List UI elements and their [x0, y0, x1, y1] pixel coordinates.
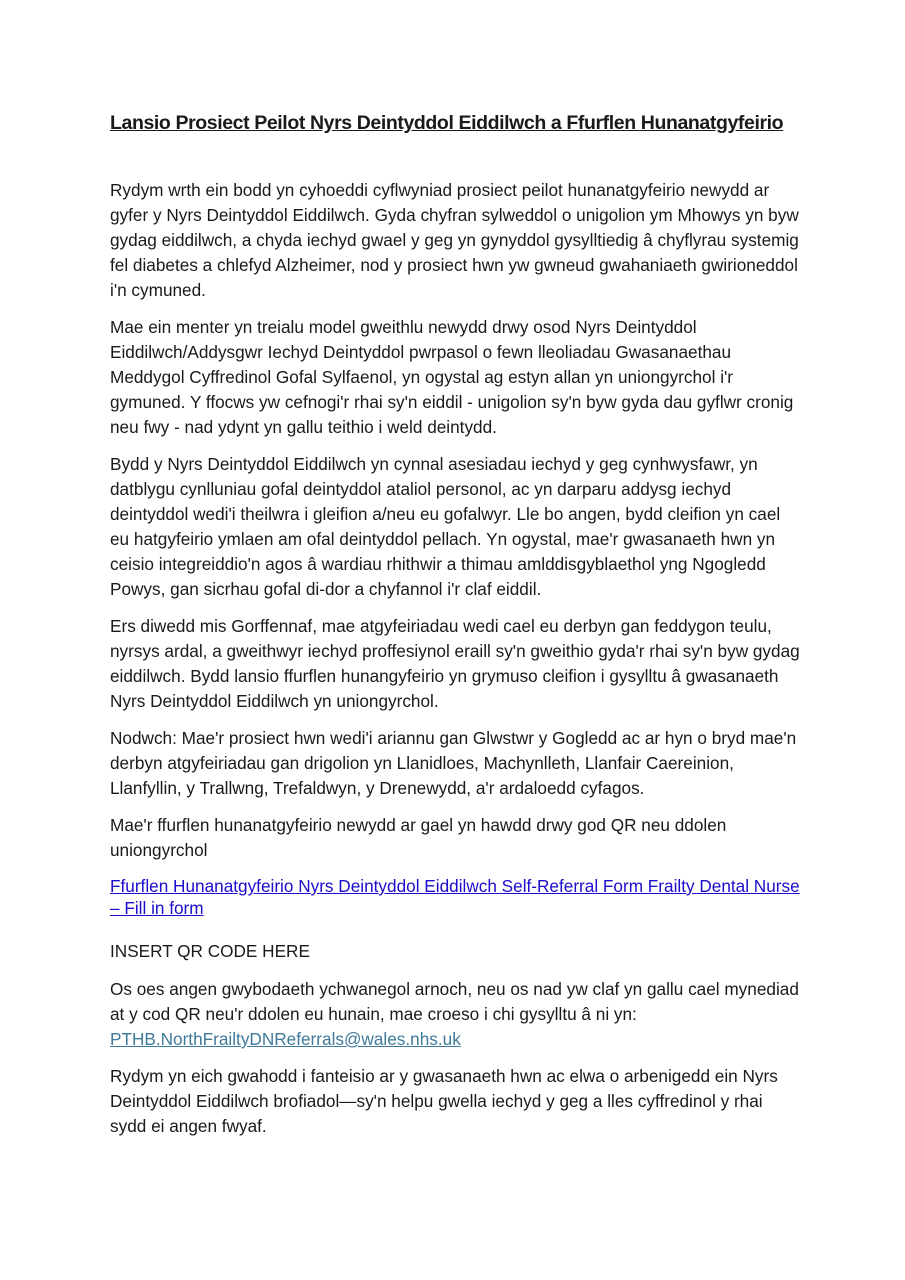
document-title: Lansio Prosiect Peilot Nyrs Deintyddol Eiddilwch a Ffurflen Hunanatgyfeirio — [110, 112, 784, 134]
document-page — [110, 108, 800, 1151]
form-availability-paragraph: Mae'r ffurflen hunanatgyfeirio newydd ar gael yn hawdd drwy god QR neu ddolen uniongyrchol — [110, 815, 727, 860]
qr-code-placeholder: INSERT QR CODE HERE — [110, 941, 310, 961]
services-paragraph: Bydd y Nyrs Deintyddol Eiddilwch yn cynnal asesiadau iechyd y geg cynhwysfawr, yn datblygu cynlluniau gofal deintyddol ataliol personol, ac yn darparu addysg iechyd deintyddol wedi'i theilwra i gleifion a/neu eu gofalwyr. Lle bo angen, bydd cleifion yn cael eu hatgyfeirio ymlaen am ofal deintyddol pellach. Yn ogystal, mae'r gwasanaeth hwn yn ceisio integreiddio'n agos â wardiau rhithwir a thimau amlddisgyblaethol yng Ngogledd Powys, gan sicrhau gofal di-dor a chyfannol i'r claf eiddil. — [110, 454, 781, 599]
referrals-paragraph: Ers diwedd mis Gorffennaf, mae atgyfeiriadau wedi cael eu derbyn gan feddygon teulu, nyrsys ardal, a gweithwyr iechyd proffesiynol eraill sy'n gweithio gyda'r rhai sy'n byw gydag eiddilwch. Bydd lansio ffurflen hunangyfeirio yn grymuso cleifion i gysylltu â gwasanaeth Nyrs Deintyddol Eiddilwch yn uniongyrchol. — [110, 616, 800, 711]
closing-paragraph: Rydym yn eich gwahodd i fanteisio ar y gwasanaeth hwn ac elwa o arbenigedd ein Nyrs Deintyddol Eiddilwch brofiadol—sy'n helpu gwella iechyd y geg a lles cyffredinol y rhai sydd ei angen fwyaf. — [110, 1066, 778, 1136]
self-referral-form-link[interactable]: Ffurflen Hunanatgyfeirio Nyrs Deintyddol Eiddilwch Self-Referral Form Frailty Dental Nurse – Fill in form — [110, 876, 800, 918]
contact-text: Os oes angen gwybodaeth ychwanegol arnoch, neu os nad yw claf yn gallu cael mynediad at y cod QR neu'r ddolen eu hunain, mae croeso i chi gysylltu â ni yn: — [110, 979, 799, 1024]
note-paragraph: Nodwch: Mae'r prosiect hwn wedi'i ariannu gan Glwstwr y Gogledd ac ar hyn o bryd mae'n derbyn atgyfeiriadau gan drigolion yn Llanidloes, Machynlleth, Llanfair Caereinion, Llanfyllin, y Trallwng, Trefaldwyn, y Drenewydd, a'r ardaloedd cyfagos. — [110, 728, 797, 798]
contact-email-link[interactable]: PTHB.NorthFrailtyDNReferrals@wales.nhs.uk — [110, 1029, 461, 1049]
workforce-model-paragraph: Mae ein menter yn treialu model gweithlu newydd drwy osod Nyrs Deintyddol Eiddilwch/Addysgwr Iechyd Deintyddol pwrpasol o fewn lleoliadau Gwasanaethau Meddygol Cyffredinol Gofal Sylfaenol, yn ogystal ag estyn allan yn uniongyrchol i'r gymuned. Y ffocws yw cefnogi'r rhai sy'n eiddil - unigolion sy'n byw gyda dau gyflwr cronig neu fwy - nad ydynt yn gallu teithio i weld deintydd. — [110, 317, 794, 437]
contact-paragraph — [110, 977, 800, 1052]
intro-paragraph: Rydym wrth ein bodd yn cyhoeddi cyflwyniad prosiect peilot hunanatgyfeirio newydd ar gyfer y Nyrs Deintyddol Eiddilwch. Gyda chyfran sylweddol o unigolion ym Mhowys yn byw gydag eiddilwch, a chyda iechyd gwael y geg yn gynyddol gysylltiedig â chyflyrau systemig fel diabetes a chlefyd Alzheimer, nod y prosiect hwn yw gwneud gwahaniaeth gwirioneddol i'n cymuned. — [110, 180, 799, 300]
